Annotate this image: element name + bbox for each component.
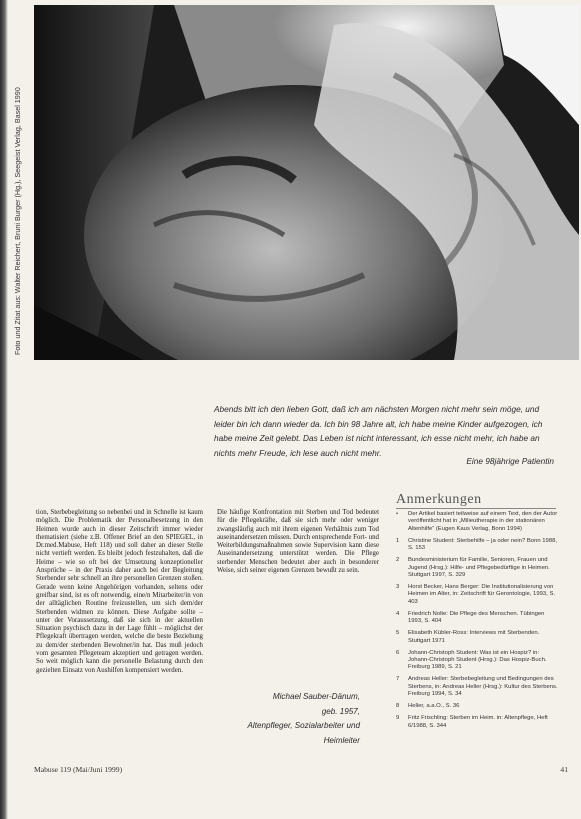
note-text: Johann-Christoph Student: Was ist ein Hospiz? in: Johann-Christoph Student (Hrsg.): Das Hospiz-Buch. Freiburg 1989, S. 21 — [408, 649, 547, 671]
note-item — [396, 630, 558, 645]
note-item — [396, 650, 558, 672]
article-column-2: Die häufige Konfrontation mit Sterben und Tod bedeutet für die Pflegekräfte, daß sie sich mehr oder weniger zwangsläufig auch mit ihrem eigenen Verhältnis zum Tod auseinandersetzen müssen. Durch entsprechende Fort- und Weiterbildungsmaßnahmen sowie Supervision kann diese Auseinandersetzung unterstützt werden. Die Pflege sterbender Menschen bedeutet aber auch in besonderer Weise, sich seiner eigenen Grenzen bewußt zu sein. — [217, 509, 379, 575]
note-text: Fritz Frischling: Sterben im Heim. in: Altenpflege, Heft 6/1988, S. 344 — [408, 715, 548, 729]
note-text: Christine Student: Sterbehilfe – ja oder nein? Bonn 1988, S. 153 — [408, 537, 558, 552]
photo-caption-quote: Abends bitt ich den lieben Gott, daß ich am nächsten Morgen nicht mehr sein möge, und leider bin ich dann wieder da. Ich bin 98 Jahre alt, ich habe meine Kinder aufgezogen, ich habe meine Zeit gelebt. Das Leben ist nicht interessant, ich esse nicht mehr, ich habe an nichts mehr Freude, ich lese auch nicht mehr. — [214, 404, 543, 458]
note-text: Bundesministerium für Familie, Senioren, Frauen und Jugend (Hrsg.): Hilfe- und Pflegebedürftige in Heimen. Stuttgart 1997, S. 329 — [408, 557, 550, 579]
journal-issue-footer: Mabuse 119 (Mai/Juni 1999) — [34, 765, 123, 774]
author-role-1: Altenpfleger, Sozialarbeiter und — [247, 721, 360, 730]
photo-credit: Foto und Zitat aus: Walter Reichert, Bruni Burger (Hg.), Seegeist Verlag, Basel 1990 — [13, 87, 22, 355]
photo-caption-author: Eine 98jährige Patientin — [466, 456, 554, 466]
note-number: • — [396, 511, 399, 517]
notes-list — [396, 511, 558, 735]
note-item — [396, 511, 558, 533]
note-number: 8 — [396, 703, 400, 710]
note-number: 9 — [396, 715, 400, 722]
author-born: geb. 1957, — [321, 706, 360, 716]
note-number: 2 — [396, 557, 400, 564]
note-number: 5 — [396, 630, 400, 637]
note-text: Horst Becker, Hans Berger: Die Institutionalisierung von Heimen im Alter, in: Zeitschrift für Gerontologie, 1993, S. 403 — [408, 584, 556, 605]
note-item — [396, 611, 558, 626]
note-item — [396, 538, 558, 553]
note-text: Der Artikel basiert teilweise auf einem Text, den der Autor veröffentlicht hat in „Milieutherapie in der stationären Altenhilfe“ (Eugen Kaus Verlag, Bonn 1994) — [408, 511, 558, 532]
note-text: Elisabeth Kübler-Ross: Interviews mit Sterbenden. Stuttgart 1971 — [408, 630, 540, 644]
notes-divider — [396, 508, 556, 509]
author-name: Michael Sauber-Dänum, — [272, 692, 360, 701]
note-number: 1 — [396, 537, 400, 544]
note-text: Andreas Heller: Sterbebegleitung und Bedingungen des Sterbens, in: Andreas Heller (Hrsg.): Kultur des Sterbens. Freiburg 1994, S. 34 — [408, 676, 558, 698]
author-role-2: Heimleiter — [323, 735, 360, 745]
author-signature — [240, 690, 360, 748]
note-text: Heller, a.a.O., S. 36 — [408, 703, 460, 710]
note-item — [396, 557, 558, 579]
notes-heading: Anmerkungen — [396, 492, 482, 507]
note-number: 4 — [396, 610, 400, 617]
article-column-1: tion, Sterbebegleitung so nebenbei und in Schnelle ist kaum möglich. Die Problematik der Personalbesetzung in den Heimen wurde auch in dieser Zeitschrift immer wieder thematisiert (siehe z.B. Offener Brief an den SPIEGEL, in Dr.med.Mabuse, Heft 118) und soll daher an dieser Stelle nicht vertieft werden. Es bleibt jedoch festzuhalten, daß die Heime – wie so oft bei der Umsetzung konzeptioneller Ansprüche – in der Praxis daher auch bei der Begleitung Sterbender sehr schnell an ihre personellen Grenzen stoßen. Gerade wenn keine Angehörigen vorhanden, seltens oder greifbar sind, ist es oft notwendig, eine/n Mitarbeiter/in von der alltäglichen Routine freizustellen, um sich dem/der Sterbenden widmen zu können. Diese Aufgabe sollte – unter der Voraussetzung, daß sie sich in der aktuellen Situation psychisch dazu in der Lage fühlt – möglichst der Pflegekraft übertragen werden, welche die beste Beziehung zu dem/der sterbenden Bewohner/in hat. Das muß jedoch vom gesamten Pflegeteam akzeptiert und getragen werden. So weit möglich kann die personelle Belastung durch den gezielten Einsatz von Aushilfen kompensiert werden. — [36, 509, 203, 674]
page-number: 41 — [560, 765, 568, 774]
portrait-photo — [34, 5, 579, 360]
note-item — [396, 584, 558, 606]
note-item — [396, 676, 558, 698]
note-item — [396, 715, 558, 730]
note-text: Friedrich Nolte: Die Pflege des Menschen. Tübingen 1993, S. 404 — [408, 610, 545, 625]
note-number: 3 — [396, 584, 400, 591]
note-number: 7 — [396, 676, 400, 683]
note-number: 6 — [396, 649, 400, 656]
note-item — [396, 703, 558, 710]
photo — [34, 5, 579, 360]
